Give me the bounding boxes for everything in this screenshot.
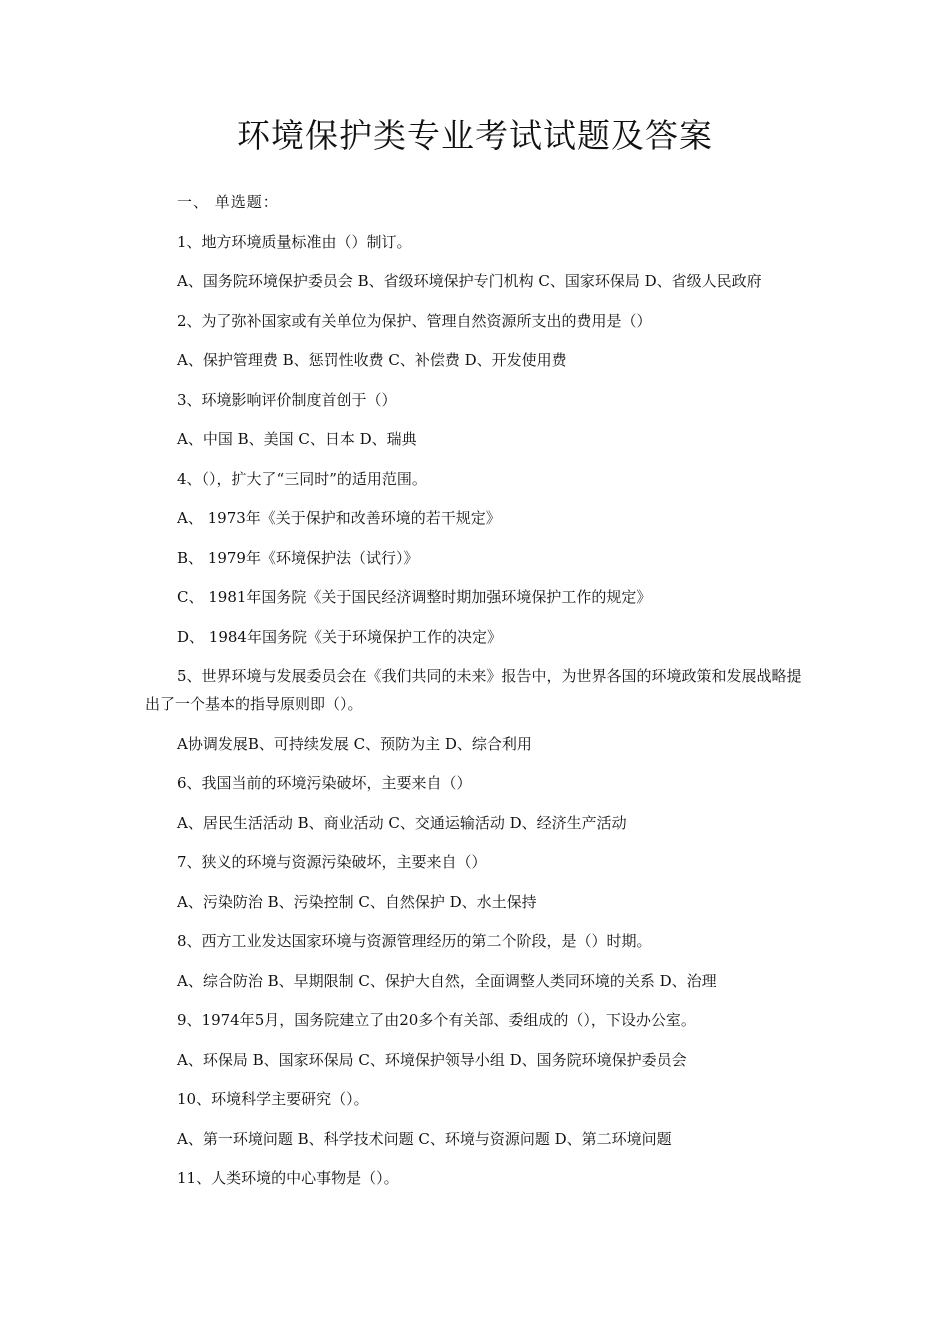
- question-4-option-b: B、 1979年《环境保护法（试行）》: [177, 548, 419, 567]
- question-7-options: A、污染防治 B、污染控制 C、自然保护 D、水土保持: [177, 892, 537, 911]
- question-3-options: A、中国 B、美国 C、日本 D、瑞典: [177, 430, 417, 448]
- section-heading: 一、 单选题：: [177, 193, 279, 211]
- question-6-options: A、居民生活活动 B、商业活动 C、交通运输活动 D、经济生产活动: [177, 813, 627, 832]
- question-5: 5、世界环境与发展委员会在《我们共同的未来》报告中，为世界各国的环境政策和发展战略提出了一个基本的指导原则即（）。: [145, 667, 802, 713]
- question-2: 2、为了弥补国家或有关单位为保护、管理自然资源所支出的费用是（）: [177, 311, 652, 330]
- question-9-options: A、环保局 B、国家环保局 C、环境保护领导小组 D、国务院环境保护委员会: [177, 1050, 687, 1069]
- question-2-options: A、保护管理费 B、惩罚性收费 C、补偿费 D、开发使用费: [177, 351, 567, 369]
- question-10-options: A、第一环境问题 B、科学技术问题 C、环境与资源问题 D、第二环境问题: [177, 1129, 672, 1148]
- question-8-options: A、综合防治 B、早期限制 C、保护大自然，全面调整人类同环境的关系 D、治理: [177, 971, 717, 990]
- question-7: 7、狭义的环境与资源污染破坏，主要来自（）: [177, 853, 487, 871]
- question-8: 8、西方工业发达国家环境与资源管理经历的第二个阶段，是（）时期。: [177, 932, 652, 950]
- document-body: [145, 188, 810, 1204]
- document-title: 环境保护类专业考试试题及答案: [237, 116, 713, 155]
- question-4-option-c: C、 1981年国务院《关于国民经济调整时期加强环境保护工作的规定》: [177, 588, 652, 606]
- question-4-option-d: D、 1984年国务院《关于环境保护工作的决定》: [177, 627, 502, 646]
- question-3: 3、环境影响评价制度首创于（）: [177, 390, 397, 409]
- question-5-options: A协调发展B、可持续发展 C、预防为主 D、综合利用: [177, 734, 532, 753]
- question-9: 9、1974年5月，国务院建立了由20多个有关部、委组成的（），下设办公室。: [177, 1011, 696, 1029]
- question-11: 11、人类环境的中心事物是（）。: [177, 1169, 399, 1187]
- question-4-option-a: A、 1973年《关于保护和改善环境的若干规定》: [177, 509, 501, 527]
- question-1-options: A、国务院环境保护委员会 B、省级环境保护专门机构 C、国家环保局 D、省级人民政府: [177, 272, 762, 290]
- question-6: 6、我国当前的环境污染破坏，主要来自（）: [177, 774, 472, 792]
- question-10: 10、环境科学主要研究（）。: [177, 1090, 369, 1108]
- question-4: 4、（），扩大了“三同时”的适用范围。: [177, 469, 427, 488]
- question-1: 1、地方环境质量标准由（）制订。: [177, 232, 412, 251]
